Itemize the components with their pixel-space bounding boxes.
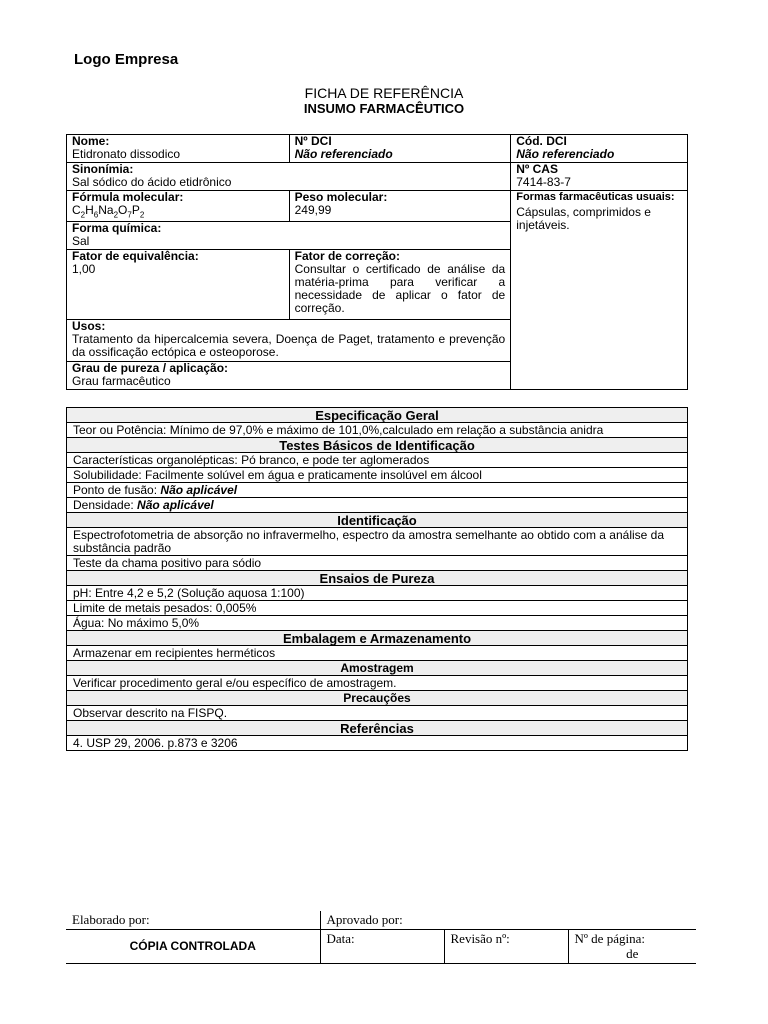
weight-value: 249,99 <box>294 203 332 217</box>
document-title: FICHA DE REFERÊNCIA <box>304 85 464 101</box>
equivalence-label: Fator de equivalência: <box>72 249 199 264</box>
uses-value: Tratamento da hipercalcemia severa, Doença de Paget, tratamento e prevenção da ossificação ectópica e osteoporose. <box>72 332 506 360</box>
sampling-row: Verificar procedimento geral e/ou específico de amostragem. <box>67 676 688 691</box>
cas-cell <box>511 163 688 191</box>
spectro-row: Espectrofotometria de absorção no infravermelho, espectro da amostra semelhante ao obtido com a análise da substância padrão <box>67 528 688 556</box>
purity-tests-heading: Ensaios de Pureza <box>67 571 688 586</box>
correction-value: Consultar o certificado de análise da matéria-prima para verificar a necessidade de aplicar o fator de correção. <box>294 262 506 316</box>
dci-value: Não referenciado <box>294 147 393 161</box>
cod-dci-cell <box>511 135 688 163</box>
controlled-copy: CÓPIA CONTROLADA <box>66 929 320 963</box>
uses-cell <box>67 320 511 362</box>
purity-label: Grau de pureza / aplicação: <box>72 361 229 376</box>
melting-point-value: Não aplicável <box>160 483 238 497</box>
equivalence-cell <box>67 250 290 320</box>
flame-test-row: Teste da chama positivo para sódio <box>67 556 688 571</box>
page-number-field <box>568 929 696 963</box>
purity-value: Grau farmacêutico <box>72 374 171 389</box>
dosage-forms-value: Cápsulas, comprimidos e injetáveis. <box>516 205 651 232</box>
uses-label: Usos: <box>72 319 106 334</box>
correction-cell <box>289 250 511 320</box>
synonym-value: Sal sódico do ácido etidrônico <box>72 175 232 189</box>
cod-dci-label: Cód. DCI <box>516 134 567 148</box>
ph-row: pH: Entre 4,2 e 5,2 (Solução aquosa 1:100) <box>67 586 688 601</box>
chemical-form-cell <box>67 222 511 250</box>
dosage-forms-cell <box>511 191 688 390</box>
synonym-cell <box>67 163 511 191</box>
page-of: de <box>626 945 639 961</box>
cas-value: 7414-83-7 <box>516 175 571 189</box>
weight-label: Peso molecular: <box>294 190 388 204</box>
prepared-by: Elaborado por: <box>66 911 320 929</box>
name-value: Etidronato dissodico <box>72 147 181 161</box>
specification-table <box>66 407 688 751</box>
formula-value: $C_2H_6Na_2O_7P_2$ <box>72 203 145 220</box>
dci-cell <box>289 135 511 163</box>
formula-cell <box>67 191 290 222</box>
substance-info-table <box>66 134 688 390</box>
correction-label: Fator de correção: <box>294 249 400 264</box>
potency-row: Teor ou Potência: Mínimo de 97,0% e máximo de 101,0%,calculado em relação a substância anidra <box>67 423 688 438</box>
document-subtitle: INSUMO FARMACÊUTICO <box>303 101 465 116</box>
name-cell <box>67 135 290 163</box>
name-label: Nome: <box>72 134 110 148</box>
cas-label: Nº CAS <box>516 162 558 176</box>
dosage-forms-label: Formas farmacêuticas usuais: <box>516 191 675 203</box>
organoleptic-row: Características organolépticas: Pó branco, e pode ter aglomerados <box>67 453 688 468</box>
packaging-heading: Embalagem e Armazenamento <box>67 631 688 646</box>
precautions-heading: Precauções <box>67 691 688 706</box>
revision-field: Revisão nº: <box>444 929 568 963</box>
approval-footer <box>66 911 696 964</box>
water-row: Água: No máximo 5,0% <box>67 616 688 631</box>
melting-point-label: Ponto de fusão: <box>73 483 161 497</box>
equivalence-value: 1,00 <box>72 262 96 277</box>
sampling-heading: Amostragem <box>67 661 688 676</box>
company-logo: Logo Empresa <box>74 51 179 68</box>
cod-dci-value: Não referenciado <box>516 147 615 161</box>
references-heading: Referências <box>67 721 688 736</box>
general-spec-heading: Especificação Geral <box>67 408 688 423</box>
identification-tests-heading: Testes Básicos de Identificação <box>67 438 688 453</box>
solubility-row: Solubilidade: Facilmente solúvel em água e praticamente insolúvel em álcool <box>67 468 688 483</box>
synonym-label: Sinonímia: <box>72 162 134 176</box>
identification-heading: Identificação <box>67 513 688 528</box>
purity-cell <box>67 362 511 390</box>
density-row <box>67 498 688 513</box>
weight-cell <box>289 191 511 222</box>
melting-point-row <box>67 483 688 498</box>
references-row: 4. USP 29, 2006. p.873 e 3206 <box>67 736 688 751</box>
density-value: Não aplicável <box>137 498 214 512</box>
precautions-row: Observar descrito na FISPQ. <box>67 706 688 721</box>
page-number-label: Nº de página: <box>574 930 645 946</box>
chemical-form-value: Sal <box>72 234 90 249</box>
formula-label: Fórmula molecular: <box>72 190 184 204</box>
chemical-form-label: Forma química: <box>72 221 162 236</box>
density-label: Densidade: <box>73 498 138 512</box>
storage-row: Armazenar em recipientes herméticos <box>67 646 688 661</box>
approved-by: Aprovado por: <box>320 911 696 929</box>
date-field: Data: <box>320 929 444 963</box>
heavy-metals-row: Limite de metais pesados: 0,005% <box>67 601 688 616</box>
dci-label: Nº DCI <box>294 134 332 148</box>
